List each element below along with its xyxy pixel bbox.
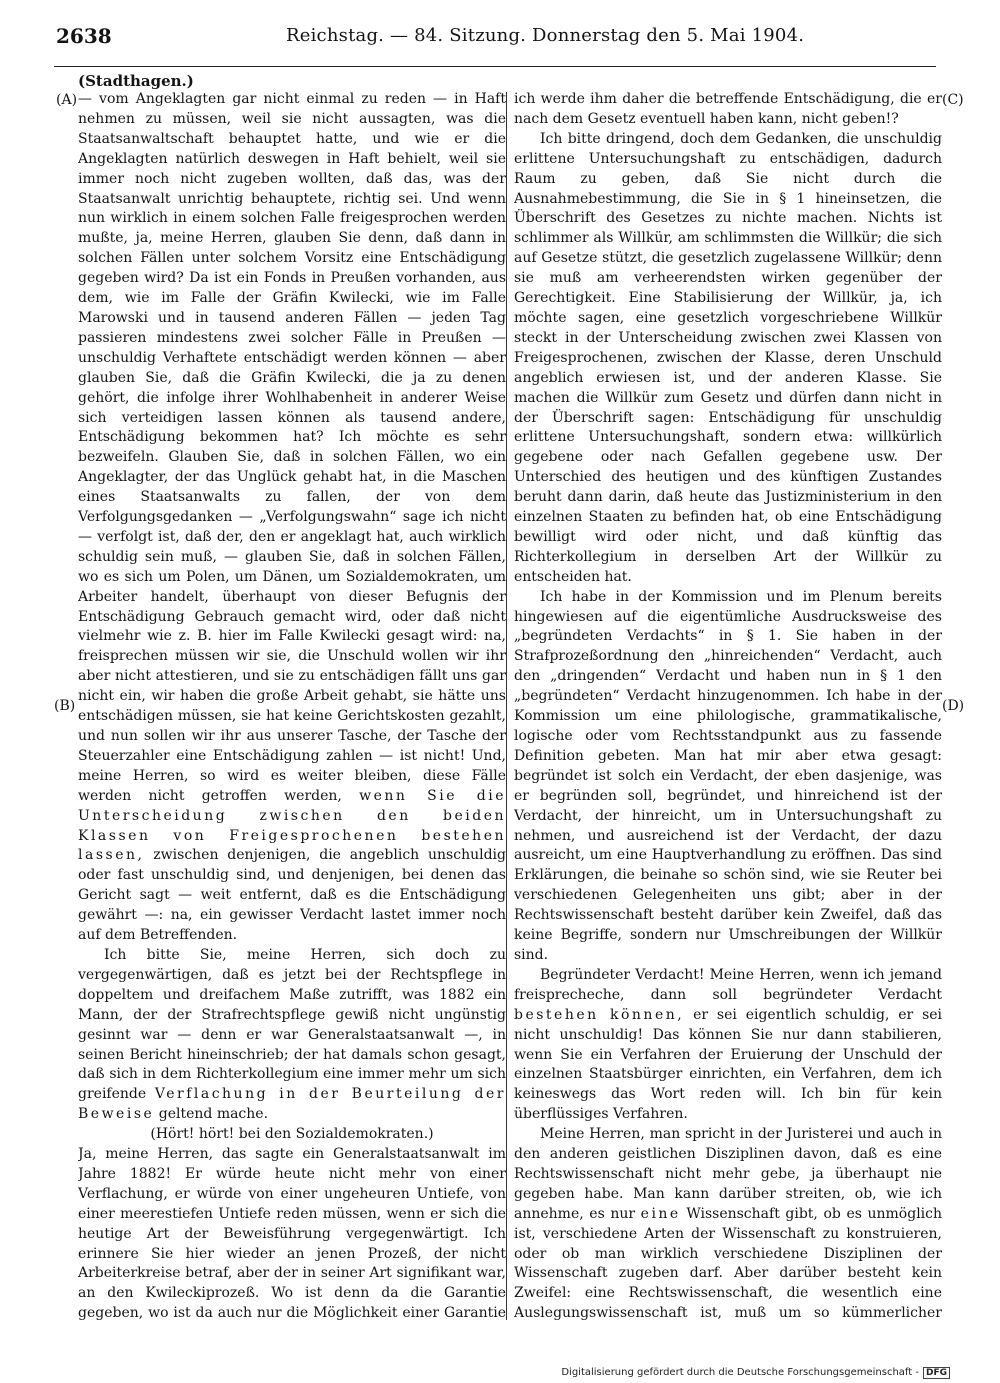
right-paragraph-5 — [514, 1125, 942, 1320]
text-run: geltend mache. — [158, 1106, 269, 1123]
footer-credit — [561, 1367, 950, 1379]
right-paragraph-4 — [514, 966, 942, 1125]
left-paragraph-3 — [78, 1145, 506, 1320]
spaced-emphasis: Verflachung in der Beurteilung der Beweise — [78, 1086, 506, 1123]
text-run: Ich bitte Sie, meine Herren, sich doch zu vergegenwärtigen, daß es jetzt bei der Rechtspflege in doppeltem und dreifachem Maße zutrifft, was 1882 ein Mann, der der Strafrechtspflege gewiß nicht ungünstig gesinnt war — denn er war Generalstaatsanwalt —, in seinen Bericht hineinschrieb; der hat damals schon gesagt, daß sich in dem Richterkollegium eine immer mehr um sich greifende — [78, 946, 506, 1103]
page-number: 2638 — [56, 24, 112, 48]
text-run: zwischen denjenigen, die angeblich unschuldig oder fast unschuldig sind, und denjenigen, bei denen das Gericht sagt — weit entfernt, daß es die Entschädigung gewährt —: na, ein gewisser Verdacht lastet immer noch auf dem Betreffenden. — [78, 847, 506, 944]
text-run: Ja, meine Herren, das sagte ein Generalstaatsanwalt im Jahre 1882! Er würde heute nicht mehr von einer Verflachung, er würde von einer ungeheuren Untiefe, von einer meerestiefen Untiefe reden müssen, wenn er sich die heutige Art der Beweisführung vergegenwärtigt. Ich erinnere Sie hier wieder an jenen Prozeß, der nicht Arbeiterkreise betraf, aber der in seiner Art signifikant war, an den Kwileckiprozeß. Wo ist denn da die Garantie gegeben, wo ist da auch nur die Möglichkeit einer Garantie — [78, 1146, 506, 1320]
spaced-emphasis: eine — [640, 1205, 681, 1222]
right-paragraph-1: ich werde ihm daher die betreffende Entschädigung, die er nach dem Gesetz eventuell haben kann, nicht geben!? — [514, 91, 942, 127]
margin-marker-d: (D) — [942, 698, 965, 714]
right-paragraph-2: Ich bitte dringend, doch dem Gedanken, die unschuldig erlittene Untersuchungshaft zu entschädigen, dadurch Raum zu geben, daß Sie nicht durch die Ausnahmebestimmung, die Sie in § 1 hineinsetzen, die Überschrift des Gesetzes zu nichte machen. Nichts ist schlimmer als Willkür, am schlimmsten die Willkür; die sich auf Gesetze stützt, die gesetzlich zugelassene Willkür; denn sie muß am verheerendsten wirken gegenüber der Gerechtigkeit. Eine Stabilisierung der Willkür, ja, ich möchte sagen, eine gesetzlich vorgeschriebene Willkür steckt in der Unterscheidung zwischen zwei Klassen von Freigesprochenen, zwischen der Klasse, deren Unschuld angeblich erwiesen ist, und der anderen Klasse. Sie machen die Willkür zum Gesetz und dürfen dann nicht in der Überschrift sagen: Entschädigung für unschuldig erlittene Untersuchungshaft, sondern etwa: willkürlich gegebene oder nach Gefallen gegebene usw. Der Unterschied des heutigen und des künftigen Zustandes beruht dann darin, daß heute das Justizministerium in den einzelnen Staaten zu befinden hat, ob eine Entschädigung bewilligt wird oder nicht, und daß künftig das Richterkollegium in derselben Art der Willkür zu entscheiden hat. — [514, 130, 942, 585]
left-column — [78, 90, 506, 1320]
spaced-emphasis: wenn Sie die Unterscheidung zwischen den beiden Klassen von Freigesprochenen bestehen lassen, — [78, 787, 506, 864]
margin-marker-c: (C) — [942, 92, 964, 108]
text-run: Begründeter Verdacht! Meine Herren, wenn ich jemand freisprecheche, dann soll begründeter Verdacht — [514, 966, 942, 1003]
text-run: — vom Angeklagten gar nicht einmal zu reden — in Haft nehmen zu müssen, weil sie nicht aussagten, was die Staatsanwaltschaft behauptet hatte, und wie er die Angeklagten natürlich deswegen in Haft behielt, weil sie immer noch nicht zugeben wollten, daß das, was der Staatsanwalt unrichtig behauptete, richtig sei. Und wenn nun wirklich in einem solchen Falle freigesprochen werden mußte, ja, meine Herren, glauben Sie denn, daß dann in solchen Fällen unter solchem Vorsitz eine Entschädigung gegeben wird? Da ist ein Fonds in Preußen vorhanden, aus dem, wie im Falle der Gräfin Kwilecki, wie im Falle Marowski und in tausend anderen Fällen — jeden Tag passieren mindestens zwei solcher Fälle in Preußen — unschuldig Verhaftete entschädigt werden können — aber glauben Sie, daß die Gräfin Kwilecki, die ja zu denen gehört, die infolge ihrer Wohlhabenheit in anderer Weise sich verteidigen lassen können als tausend andere, Entschädigung bekommen hat? Ich möchte es sehr bezweifeln. Glauben Sie, daß in solchen Fällen, wo ein Angeklagter, der das Unglück gehabt hat, in die Maschen eines Staatsanwalts zu fallen, der von dem Verfolgungsgedanken — „Verfolgungswahn“ sage ich nicht — verfolgt ist, daß der, den er angeklagt hat, auch wirklich schuldig sein muß, — glauben Sie, daß in solchen Fällen, wo es sich um Polen, um Dänen, um Sozialdemokraten, um Arbeiter handelt, überhaupt von dieser Befugnis der Entschädigung Gebrauch gemacht wird, oder daß nicht vielmehr wie z. B. hier im Falle Kwilecki gesagt wird: na, freisprechen müssen wir sie, die Unschuld wollen wir ihr aber nicht attestieren, und sie zu entschädigen fällt uns gar nicht ein, wir haben die große Arbeit gehabt, sie hätte uns entschädigen müssen, sie hat keine Gerichtskosten gezahlt, und nun sollen wir ihr aus unserer Tasche, der Tasche der Steuerzahler eine Entschädigung zahlen — ist nicht! Und, meine Herren, so wird es weiter bleiben, diese Fälle werden nicht getroffen werden, — [78, 91, 506, 804]
running-title: Reichstag. — 84. Sitzung. Donnerstag den 5. Mai 1904. — [286, 25, 805, 46]
spaced-emphasis: bestehen können, — [514, 1006, 685, 1023]
funding-credit: Digitalisierung gefördert durch die Deutsche Forschungsgemeinschaft - — [561, 1367, 919, 1378]
interjection: (Hört! hört! bei den Sozialdemokraten.) — [150, 1126, 434, 1143]
column-divider — [506, 92, 507, 1320]
header-rule — [54, 66, 936, 67]
page-header — [56, 22, 936, 52]
text-run: Meine Herren, man spricht in der Juristerei und auch in den anderen geistlichen Disziplinen davon, daß es eine Rechtswissenschaft nicht mehr gebe, ja überhaupt nie gegeben habe. Man kann darüber streiten, ob, wie ich annehme, es nur — [514, 1126, 942, 1222]
right-paragraph-3: Ich habe in der Kommission und im Plenum bereits hingewiesen auf die eigentümliche Ausdrucksweise des „begründeten Verdachts“ in § 1. Sie haben in der Strafprozeßordnung den „hinreichenden“ Verdacht, auch den „dringenden“ Verdacht und haben nun in § 1 den „begründeten“ Verdacht hinzugenommen. Ich habe in der Kommission um eine philologische, grammatikalische, logische oder vom Rechtsstandpunkt aus zu fassende Definition gebeten. Man hat mir aber etwa gesagt: begründet ist solch ein Verdacht, der eben dasjenige, was er begründen soll, begründet, und hinreichend ist der Verdacht, der hinreicht, um in Untersuchungshaft zu nehmen, und ausreichend ist der Verdacht, der dazu ausreicht, um eine Hauptverhandlung zu eröffnen. Das sind Erklärungen, die beinahe so schön sind, wie sie Reuter bei verschiedenen Gelegenheiten uns gibt; aber in der Rechtswissenschaft besteht darüber kein Zweifel, daß das keine Begriffe, sondern nur Umschreibungen der Willkür sind. — [514, 588, 942, 963]
right-column — [514, 90, 942, 1320]
text-run: er sei eigentlich schuldig, er sei nicht unschuldig! Das können Sie nur dann stabilieren, wenn Sie ein Verfahren der Eruierung der Unschuld der einzelnen Staatsbürger einrichten, ein Verfahren, dem ich keineswegs das Wort reden will. Ich bin für kein überflüssiges Verfahren. — [514, 1006, 942, 1123]
speaker-label: (Stadthagen.) — [78, 72, 194, 90]
text-run: Wissenschaft gibt, ob es unmöglich ist, verschiedene Arten der Wissenschaft zu konstruieren, oder ob man wirklich verschiedene Disziplinen der Wissenschaft zugeben darf. Aber darüber besteht kein Zweifel: eine Rechtswissenschaft, die wesentlich eine Auslegungswissenschaft ist, muß um so kümmerlicher — [514, 1205, 942, 1320]
left-paragraph-1 — [78, 90, 506, 946]
left-paragraph-2 — [78, 946, 506, 1125]
margin-marker-a: (A) — [56, 92, 78, 108]
margin-marker-b: (B) — [54, 698, 76, 714]
dfg-logo-icon: DFG — [923, 1367, 950, 1379]
